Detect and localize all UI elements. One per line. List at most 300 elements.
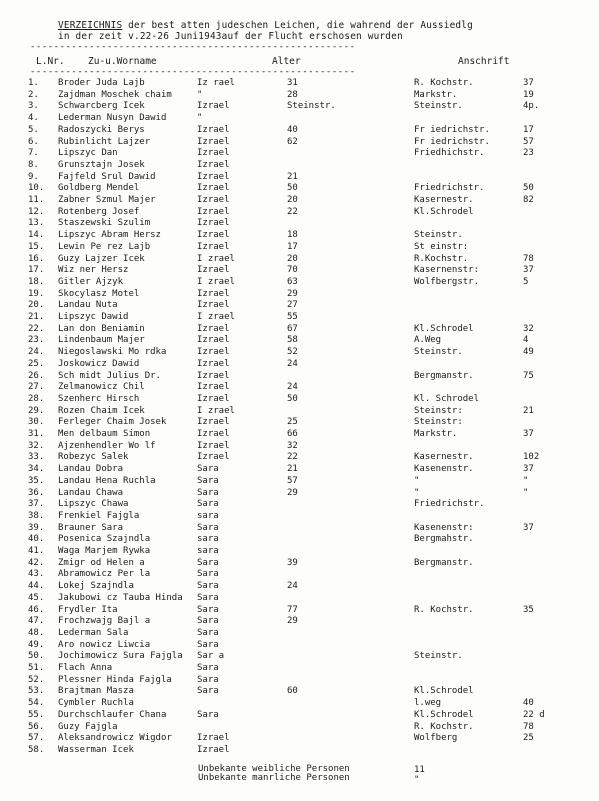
row-name: Niegoslawski Mo rdka — [58, 347, 167, 358]
row-religion: Izrael — [197, 265, 230, 276]
row-name: Guzy Lajzer Icek — [58, 253, 145, 264]
list-row — [0, 463, 599, 475]
list-row — [0, 171, 599, 183]
row-number: 28. — [28, 393, 45, 404]
row-street: Kasenenstr. — [414, 464, 474, 475]
row-religion: Sara — [197, 592, 219, 603]
list-row — [0, 206, 599, 218]
row-age: 77 — [287, 604, 298, 615]
row-religion: Izrael — [197, 370, 230, 381]
row-house-number: 102 — [523, 452, 540, 463]
row-religion: Izrael — [197, 323, 230, 334]
list-row — [0, 615, 599, 627]
row-name: Wiz ner Hersz — [58, 265, 129, 276]
list-row — [0, 744, 599, 756]
row-age: 18 — [287, 230, 298, 241]
list-row — [0, 522, 599, 534]
row-street: Markstr. — [414, 429, 458, 439]
row-religion: Sara — [197, 604, 219, 615]
row-house-number: 37 — [523, 78, 534, 88]
row-name: Robezyc Salek — [58, 452, 129, 463]
row-religion: Sara — [197, 475, 219, 486]
row-number: 11. — [28, 195, 45, 205]
list-row — [0, 77, 599, 89]
header-alter: Alter — [272, 56, 301, 67]
row-name: Fajfeld Srul Dawid — [58, 171, 156, 182]
row-number: 26. — [28, 370, 45, 381]
row-house-number: 78 — [523, 253, 534, 264]
row-name: Wasserman Icek — [58, 744, 134, 755]
separator-top: ------------------------------------------------------- — [30, 42, 356, 52]
row-name: Lederman Sala — [58, 627, 129, 638]
row-religion: " — [197, 113, 203, 124]
row-street: Steinstr: — [414, 405, 463, 416]
row-name: Lederman Nusyn Dawid — [58, 113, 167, 124]
row-house-number: 37 — [523, 265, 534, 276]
row-name: Joskowicz Dawid — [58, 358, 140, 369]
row-number: 48. — [28, 627, 45, 638]
row-name: Cymbler Ruchla — [58, 698, 134, 709]
list-row — [0, 674, 599, 686]
row-street: Kl.Schrodel — [414, 206, 474, 217]
row-house-number: 5 — [523, 276, 529, 287]
row-religion: Izrael — [197, 347, 230, 358]
row-religion: Izrael — [197, 148, 230, 159]
row-number: 55. — [28, 709, 45, 720]
row-religion: I zrael — [197, 312, 235, 322]
row-age: 29 — [287, 616, 298, 627]
row-street: Friedhichstr. — [414, 148, 485, 159]
row-number: 7. — [28, 148, 39, 159]
row-number: 8. — [28, 159, 39, 170]
row-religion: Sara — [197, 499, 219, 510]
list-row — [0, 217, 599, 229]
row-street: R.Kochstr. — [414, 253, 469, 264]
row-age: 22 — [287, 206, 298, 217]
row-name: Lipszyc Dan — [58, 148, 118, 159]
row-house-number: 75 — [523, 370, 534, 381]
row-name: Gitler Ajzyk — [58, 276, 124, 287]
row-name: Szenherc Hirsch — [58, 393, 140, 404]
row-street: Kl.Schrodel — [414, 709, 474, 720]
row-number: 24. — [28, 347, 45, 358]
row-religion: Sara — [197, 487, 219, 498]
row-religion: sara — [197, 510, 219, 521]
footer-count-male: " — [414, 775, 420, 785]
row-religion: Izrael — [197, 124, 230, 135]
list-row — [0, 709, 599, 721]
row-religion: Izrael — [197, 335, 230, 346]
row-religion: Izrael — [197, 393, 230, 404]
row-number: 53. — [28, 686, 45, 697]
row-name: Broder Juda Lajb — [58, 78, 145, 88]
row-house-number: 19 — [523, 89, 534, 100]
row-religion: Sara — [197, 557, 219, 568]
row-name: Landau Dobra — [58, 464, 124, 475]
row-number: 9. — [28, 171, 39, 182]
row-age: 40 — [287, 124, 298, 135]
row-number: 22. — [28, 323, 45, 334]
list-row — [0, 592, 599, 604]
row-name: Posenica Szajndla — [58, 534, 151, 545]
row-name: Frydler Ita — [58, 604, 118, 615]
title-line-1-rest: der best atten judeschen Leichen, die wahrend der Aussiedlg — [122, 20, 473, 31]
row-number: 54. — [28, 698, 45, 709]
row-age: 29 — [287, 487, 298, 498]
row-name: Rubinlicht Lajzer — [58, 136, 151, 147]
row-name: Zmigr od Helen a — [58, 557, 145, 568]
row-number: 14. — [28, 230, 45, 241]
row-number: 58. — [28, 744, 45, 755]
row-number: 39. — [28, 522, 45, 533]
row-name: Brajtman Masza — [58, 686, 134, 697]
title-lead: VERZEICHNIS — [58, 20, 123, 31]
row-street: Kasernestr. — [414, 195, 474, 205]
row-name: Zelmanowicz Chil — [58, 382, 145, 393]
row-number: 5. — [28, 124, 39, 135]
row-name: Lindenbaum Majer — [58, 335, 145, 346]
row-street: R. Kochstr. — [414, 78, 474, 88]
row-age: 24 — [287, 358, 298, 369]
list-row — [0, 557, 599, 569]
row-name: Radoszycki Berys — [58, 124, 145, 135]
row-number: 31. — [28, 429, 45, 439]
row-age: 70 — [287, 265, 298, 276]
row-street: Wolfbergstr. — [414, 276, 480, 287]
list-row — [0, 627, 599, 639]
list-row — [0, 568, 599, 580]
row-street: St einstr: — [414, 241, 469, 252]
document-title-line-1 — [58, 20, 473, 31]
row-number: 43. — [28, 569, 45, 580]
list-row — [0, 100, 599, 112]
list-row — [0, 358, 599, 370]
row-street: Kl.Schrodel — [414, 323, 474, 334]
row-name: Durchschlaufer Chana — [58, 709, 167, 720]
row-name: Flach Anna — [58, 663, 113, 673]
row-age: 22 — [287, 452, 298, 463]
row-name: Jakubowi cz Tauba Hinda — [58, 592, 183, 603]
row-number: 1. — [28, 78, 39, 88]
row-number: 52. — [28, 674, 45, 685]
row-name: Sch midt Julius Dr. — [58, 370, 161, 381]
row-religion: Sara — [197, 674, 219, 685]
row-name: Zajdman Moschek chaim — [58, 89, 172, 100]
row-age: 57 — [287, 475, 298, 486]
row-age: 66 — [287, 429, 298, 439]
row-name: Aro nowicz Liwcia — [58, 639, 151, 650]
header-nr: L.Nr. — [36, 56, 65, 67]
list-row — [0, 112, 599, 124]
list-row — [0, 346, 599, 358]
row-age: 21 — [287, 171, 298, 182]
row-age: 39 — [287, 557, 298, 568]
row-name: Frochzwajg Bajl a — [58, 616, 151, 627]
list-row — [0, 732, 599, 744]
row-number: 49. — [28, 639, 45, 650]
row-religion: Izrael — [197, 733, 230, 744]
row-name: Goldberg Mendel — [58, 183, 140, 194]
row-number: 41. — [28, 546, 45, 556]
row-age: 60 — [287, 686, 298, 697]
row-house-number: 37 — [523, 429, 534, 439]
row-religion: Sara — [197, 663, 219, 673]
row-religion: Iz rael — [197, 78, 235, 88]
row-religion: Izrael — [197, 241, 230, 252]
row-number: 45. — [28, 592, 45, 603]
row-street: Steinstr. — [414, 101, 463, 112]
row-religion: Izrael — [197, 159, 230, 170]
list-row — [0, 323, 599, 335]
row-number: 36. — [28, 487, 45, 498]
row-number: 3. — [28, 101, 39, 112]
row-house-number: 50 — [523, 183, 534, 194]
row-house-number: 32 — [523, 323, 534, 334]
row-age: 63 — [287, 276, 298, 287]
row-street: A.Weg — [414, 335, 442, 346]
row-religion: Izrael — [197, 417, 230, 428]
row-age: 52 — [287, 347, 298, 358]
list-row — [0, 264, 599, 276]
row-number: 42. — [28, 557, 45, 568]
row-religion: Sara — [197, 616, 219, 627]
separator-header: ------------------------------------------------------- — [30, 67, 356, 77]
row-street: Markstr. — [414, 89, 458, 100]
row-religion: Izrael — [197, 206, 230, 217]
row-age: 24 — [287, 581, 298, 592]
row-street: Fr iedrichstr. — [414, 124, 490, 135]
row-name: Lokej Szajndla — [58, 581, 134, 592]
row-number: 4. — [28, 113, 39, 124]
row-number: 50. — [28, 651, 45, 662]
row-religion: sara — [197, 546, 219, 556]
row-name: Rotenberg Josef — [58, 206, 140, 217]
row-age: 67 — [287, 323, 298, 334]
list-row — [0, 604, 599, 616]
row-street: Kl.Schrodel — [414, 686, 474, 697]
row-age: 21 — [287, 464, 298, 475]
row-religion: Sara — [197, 464, 219, 475]
list-row — [0, 498, 599, 510]
row-age: 24 — [287, 382, 298, 393]
list-row — [0, 124, 599, 136]
row-number: 20. — [28, 300, 45, 311]
row-street: Steinstr. — [414, 230, 463, 241]
row-religion: Izrael — [197, 288, 230, 299]
row-number: 13. — [28, 218, 45, 229]
row-name: Zabner Szmul Majer — [58, 195, 156, 205]
row-religion: Izrael — [197, 452, 230, 463]
row-street: R. Kochstr. — [414, 604, 474, 615]
row-number: 10. — [28, 183, 45, 194]
row-name: Abramowicz Per la — [58, 569, 151, 580]
row-street: Kl. Schrodel — [414, 393, 480, 404]
list-row — [0, 253, 599, 265]
row-age: 62 — [287, 136, 298, 147]
list-row — [0, 639, 599, 651]
row-number: 35. — [28, 475, 45, 486]
row-house-number: 35 — [523, 604, 534, 615]
list-row — [0, 182, 599, 194]
footer-unknown-male: Unbekante manrliche Personen — [198, 773, 350, 783]
list-row — [0, 697, 599, 709]
list-row — [0, 136, 599, 148]
row-house-number: 4 — [523, 335, 529, 346]
row-number: 29. — [28, 405, 45, 416]
row-religion: sara — [197, 534, 219, 545]
row-religion: Sar a — [197, 651, 225, 662]
row-religion: Izrael — [197, 440, 230, 451]
row-religion: Sara — [197, 627, 219, 638]
row-number: 56. — [28, 721, 45, 732]
list-row — [0, 311, 599, 323]
list-row — [0, 487, 599, 499]
row-religion: Izrael — [197, 744, 230, 755]
row-house-number: " — [523, 475, 529, 486]
row-house-number: 57 — [523, 136, 534, 147]
row-number: 6. — [28, 136, 39, 147]
row-religion: Izrael — [197, 136, 230, 147]
row-name: Skocylasz Motel — [58, 288, 140, 299]
row-religion: Sara — [197, 639, 219, 650]
row-house-number: 78 — [523, 721, 534, 732]
list-row — [0, 510, 599, 522]
row-house-number: 17 — [523, 124, 534, 135]
row-religion: " — [197, 89, 203, 100]
row-religion: Izrael — [197, 218, 230, 229]
row-age: 31 — [287, 78, 298, 88]
row-age: 27 — [287, 300, 298, 311]
list-row — [0, 428, 599, 440]
row-name: Waga Marjem Rywka — [58, 546, 151, 556]
list-row — [0, 370, 599, 382]
row-religion: Izrael — [197, 429, 230, 439]
row-religion: Sara — [197, 569, 219, 580]
row-number: 25. — [28, 358, 45, 369]
row-number: 21. — [28, 312, 45, 322]
row-age: 50 — [287, 393, 298, 404]
row-house-number: 49 — [523, 347, 534, 358]
row-number: 57. — [28, 733, 45, 744]
row-number: 32. — [28, 440, 45, 451]
row-name: Landau Nuta — [58, 300, 118, 311]
row-number: 18. — [28, 276, 45, 287]
row-age: 17 — [287, 241, 298, 252]
row-age: 28 — [287, 89, 298, 100]
row-age: 25 — [287, 417, 298, 428]
footer-count-female: 11 — [414, 765, 425, 775]
row-number: 34. — [28, 464, 45, 475]
list-row — [0, 288, 599, 300]
row-name: Lipszyc Abram Hersz — [58, 230, 161, 241]
list-row — [0, 299, 599, 311]
row-religion: I zrael — [197, 276, 235, 287]
row-number: 2. — [28, 89, 39, 100]
list-row — [0, 276, 599, 288]
row-religion: Izrael — [197, 358, 230, 369]
row-number: 27. — [28, 382, 45, 393]
list-row — [0, 334, 599, 346]
header-name: Zu-u.Worname — [88, 56, 157, 67]
row-age: 29 — [287, 288, 298, 299]
row-name: Schwarcberg Icek — [58, 101, 145, 112]
header-anschrift: Anschrift — [458, 56, 510, 67]
row-religion: Izrael — [197, 195, 230, 205]
row-street: Fr iedrichstr. — [414, 136, 490, 147]
list-row — [0, 545, 599, 557]
list-row — [0, 393, 599, 405]
row-age: 50 — [287, 183, 298, 194]
list-row — [0, 685, 599, 697]
list-row — [0, 416, 599, 428]
row-street: Kasernestr. — [414, 452, 474, 463]
row-number: 47. — [28, 616, 45, 627]
row-age: 20 — [287, 195, 298, 205]
row-name: Ferleger Chaim Josek — [58, 417, 167, 428]
row-name: Landau Hena Ruchla — [58, 475, 156, 486]
row-age: 20 — [287, 253, 298, 264]
row-name: Lipszyc Chawa — [58, 499, 129, 510]
row-name: Jochimowicz Sura Fajgla — [58, 651, 183, 662]
row-street: Bergmahstr. — [414, 534, 474, 545]
row-name: Ajzenhendler Wo lf — [58, 440, 156, 451]
row-house-number: " — [523, 487, 529, 498]
list-row — [0, 381, 599, 393]
row-number: 37. — [28, 499, 45, 510]
row-number: 16. — [28, 253, 45, 264]
row-number: 19. — [28, 288, 45, 299]
row-house-number: 82 — [523, 195, 534, 205]
row-street: " — [414, 475, 420, 486]
row-house-number: 21 — [523, 405, 534, 416]
row-religion: I zrael — [197, 405, 235, 416]
row-name: Guzy Fajgla — [58, 721, 118, 732]
row-religion: Izrael — [197, 382, 230, 393]
row-number: 17. — [28, 265, 45, 276]
row-street: Kasernenstr: — [414, 265, 480, 276]
row-street: Bergmanstr. — [414, 557, 474, 568]
row-number: 30. — [28, 417, 45, 428]
row-name: Lewin Pe rez Lajb — [58, 241, 151, 252]
list-row — [0, 194, 599, 206]
list-row — [0, 440, 599, 452]
footer-unknown-female: Unbekante weibliche Personen — [198, 764, 350, 774]
row-name: Staszewski Szulim — [58, 218, 151, 229]
list-row — [0, 241, 599, 253]
list-row — [0, 89, 599, 101]
row-house-number: 37 — [523, 522, 534, 533]
row-name: Grunsztajn Josek — [58, 159, 145, 170]
row-religion: Izrael — [197, 183, 230, 194]
row-name: Frenkiel Fajgla — [58, 510, 140, 521]
row-age: 32 — [287, 440, 298, 451]
row-name: Brauner Sara — [58, 522, 124, 533]
list-row — [0, 580, 599, 592]
list-row — [0, 475, 599, 487]
row-religion: Sara — [197, 581, 219, 592]
row-number: 23. — [28, 335, 45, 346]
row-house-number: 37 — [523, 464, 534, 475]
row-number: 38. — [28, 510, 45, 521]
row-religion: Izrael — [197, 101, 230, 112]
row-number: 44. — [28, 581, 45, 592]
row-number: 40. — [28, 534, 45, 545]
document-title-line-2: in der zeit v.22-26 Juni1943auf der Flucht erschosen wurden — [58, 31, 403, 42]
row-house-number: 25 — [523, 733, 534, 744]
row-age: 58 — [287, 335, 298, 346]
row-house-number: 23 — [523, 148, 534, 159]
row-age: Steinstr. — [287, 101, 336, 112]
